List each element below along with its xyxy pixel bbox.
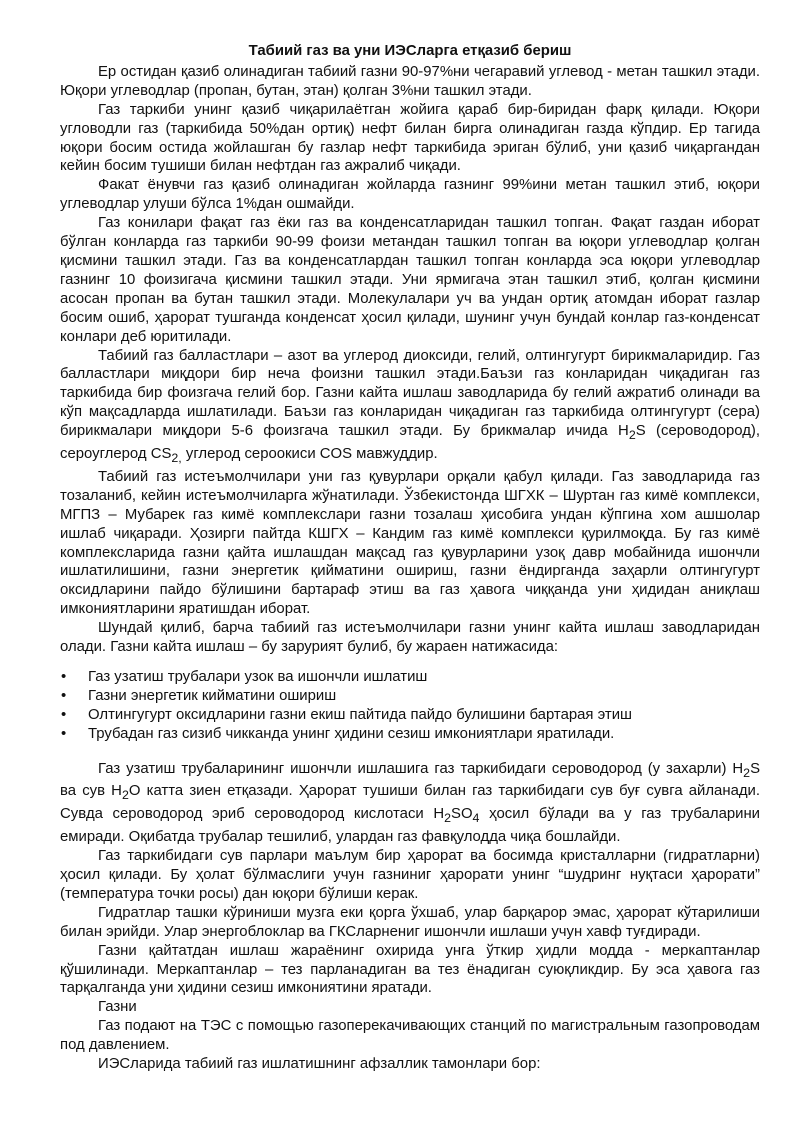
list-item (60, 668, 760, 687)
paragraph-pure-gas-fields: Факат ёнувчи газ қазиб олинадиган жойларда газнинг 99%ини метан ташкил этиб, юқори углеводлар улуши бўлса 1%дан ошмайди. (60, 177, 760, 213)
processing-results-list (60, 668, 760, 744)
paragraph-advantages-intro: ИЭСларида табиий газ ишлатишнинг афзаллик тамонлари бор: (98, 1056, 541, 1073)
paragraph-methane-share: Ер остидан қазиб олинадиган табиий газни 90-97%ни чегаравий углевод - метан ташкил этади. Юқори углеводлар (пропан, бутан, этан) қолган 3%ни ташкил этади. (60, 63, 760, 99)
subscript: 2 (743, 765, 751, 780)
list-item-text: Газ узатиш трубалари узок ва ишончли ишлатиш (88, 668, 428, 685)
subscript: 2 (121, 788, 129, 803)
paragraph-gas-condensate-fields: Газ конилари фақат газ ёки газ ва конденсатларидан ташкил топган. Фақат газдан иборат бўлган конларда газ таркиби 90-99 фоизи метандан ташкил топган ва юқори углеводлар қолган қисмини ташкил этади. Газ ва конденсатлардан ташкил топган конларда эса юқори углеводлар газнинг 10 фоизигача қисмини ташкил этади. Уни ярмигача этан ташкил этиб, қолган қисмини асосан пропан ва бутан ташкил этади. Молекулалари уч ва ундан ортиқ атомдан иборат газлар босим ошиб, ҳарорат тушганда конденсат ҳосил қилади, шунинг учун бундай конлар газ-конденсат конлари деб юритилади. (60, 215, 760, 345)
paragraph-gas-composition: Газ таркиби унинг қазиб чиқарилаётган жойига қараб бир-биридан фарқ қилади. Юқори угловодли газ (таркибида 50%дан ортиқ) нефт билан бирга олинадиган газда кўпдир. Ер тагида юқори босим остида жойлашган бу газлар нефт таркибида эриган бўлиб, уни қазиб чиқаргандан кейин босим тушиши билан нефтдан газ ажралиб чиқади. (60, 101, 760, 175)
document-page (60, 42, 760, 1074)
paragraph-pipeline-corrosion (60, 760, 760, 848)
paragraph-gas-consumers: Табиий газ истеъмолчилари уни газ қувурлари орқали қабул қилади. Газ заводларида газ тозаланиб, кейин истеъмолчиларга жўнатилади. Ўзбекистонда ШГХК – Шуртан газ кимё комплекси, МГПЗ – Мубарек газ кимё комплекслари газни тозалаш ҳисобига ундан кўпгина хом ашшолар ишлаб чиқаради. Ҳозирги пайтда КШГХ – Кандим газ кимё комплекси қурилмоқда. Бу газ кимё комплексларида газни қайта ишлашдан мақсад газ қувурларини узоқ давр мобайнида ишончли ишлатилишини, газни энергетик қийматини ошириш, газни ёндирганда заҳарли олтингугурт оксидларини пайдо бўлишини бартараф этиш ва газ ҳавога чиққанда уни ҳидидан аниқлаш имкониятларини яратишдан иборат. (60, 468, 760, 618)
text-segment: углерод сероокиси COS мавжуддир. (181, 446, 438, 462)
subscript: 2, (171, 450, 182, 465)
bullet-icon: • (61, 725, 67, 742)
text-segment: Газ узатиш трубаларининг ишончли ишлашига газ таркибидаги сероводород (у захарли) H (98, 760, 744, 777)
bullet-icon: • (61, 668, 67, 685)
paragraph-mercaptans: Газни қайтатдан ишлаш жараёнинг охирида унга ўткир ҳидли модда - меркаптанлар қўшилинади. Меркаптанлар – тез парланадиган ва тез ёнадиган суюқликдир. Бу эса ҳавога газ тарқалганда уни ҳидини сезиш имкониятини яратади. (60, 942, 760, 997)
list-item-text: Газни энергетик кийматини ошириш (88, 687, 337, 704)
text-segment: Табиий газ балластлари – азот ва углерод диоксиди, гелий, олтингугурт бирикмаларидир. Газ балластлари миқдори бир неча фоизни ташкил этади.Баъзи газ конларидан чиқадиган газ таркибида бир фоизгача гелий бор. Газни кайта ишлаш заводларида бу гелий ажратиб олинади ва кўп мақсадларда ишлатилади. Баъзи газ конларидан чиқадиган газ таркибида олтингугурт (сера) бирикмалари миқдори 5-6 фоизгача ташкил этади. Бу брикмалар ичида H (60, 347, 760, 440)
paragraph-processing-results-intro: Шундай қилиб, барча табиий газ истеъмолчилари газни унинг кайта ишлаш заводларидан олади. Газни кайта ишлаш – бу зарурият булиб, бу жараен натижасида: (60, 620, 760, 656)
list-item-text: Трубадан газ сизиб чикканда унинг ҳидини сезиш имкониятлари яратилади. (88, 725, 615, 742)
subscript: 2 (444, 811, 452, 826)
paragraph-gas-supply-tes: Газ подают на ТЭС с помощью газоперекачивающих станций по магистральным газопроводам под давлением. (60, 1018, 760, 1054)
bullet-icon: • (61, 687, 67, 704)
text-segment: ҳосил бўлади ва у газ трубаларини емиради. Оқибатда трубалар тешилиб, улардан газ фавқулодда чиқа бошлайди. (60, 806, 760, 846)
paragraph-gas-ballasts (60, 347, 760, 468)
document-title: Табиий газ ва уни ИЭСларга етқазиб бериш (248, 43, 572, 59)
list-item (60, 687, 760, 706)
list-item (60, 725, 760, 744)
bullet-icon: • (61, 706, 67, 723)
paragraph-hydrates-danger: Гидратлар ташки кўриниши музга еки қорга ўхшаб, улар барқарор эмас, ҳарорат кўтарилиши билан эрийди. Улар энергоблоклар ва ГКСларнениг ишончли ишлаши учун хавф туғдиради. (60, 904, 760, 940)
text-segment: O катта зиен етқазади. Ҳарорат тушиши билан газ таркибидаги сув буғ сувга айланади. Сувда сероводород эриб сероводород кислотаси H (60, 783, 760, 823)
list-item-text: Олтингугурт оксидларини газни екиш пайтида пайдо булишини бартарая этиш (88, 706, 632, 723)
list-item (60, 706, 760, 725)
text-segment: S (сероводород), сероуглерод CS (60, 423, 760, 462)
text-segment: S ва сув H (60, 760, 760, 800)
subscript: 4 (472, 811, 480, 826)
text-segment: SO (451, 806, 473, 823)
paragraph-hydrates-formation: Газ таркибидаги сув парлари маълум бир ҳарорат ва босимда кристалларни (гидратларни) ҳосил қилади. Бу ҳолат бўлмаслиги учун газниниг ҳарорати унинг “шудринг нуқтаси ҳарорати” (температура точки росы) дан юқори бўлиши керак. (60, 848, 760, 902)
subscript: 2 (628, 428, 636, 443)
paragraph-gas-heading: Газни (98, 999, 137, 1016)
